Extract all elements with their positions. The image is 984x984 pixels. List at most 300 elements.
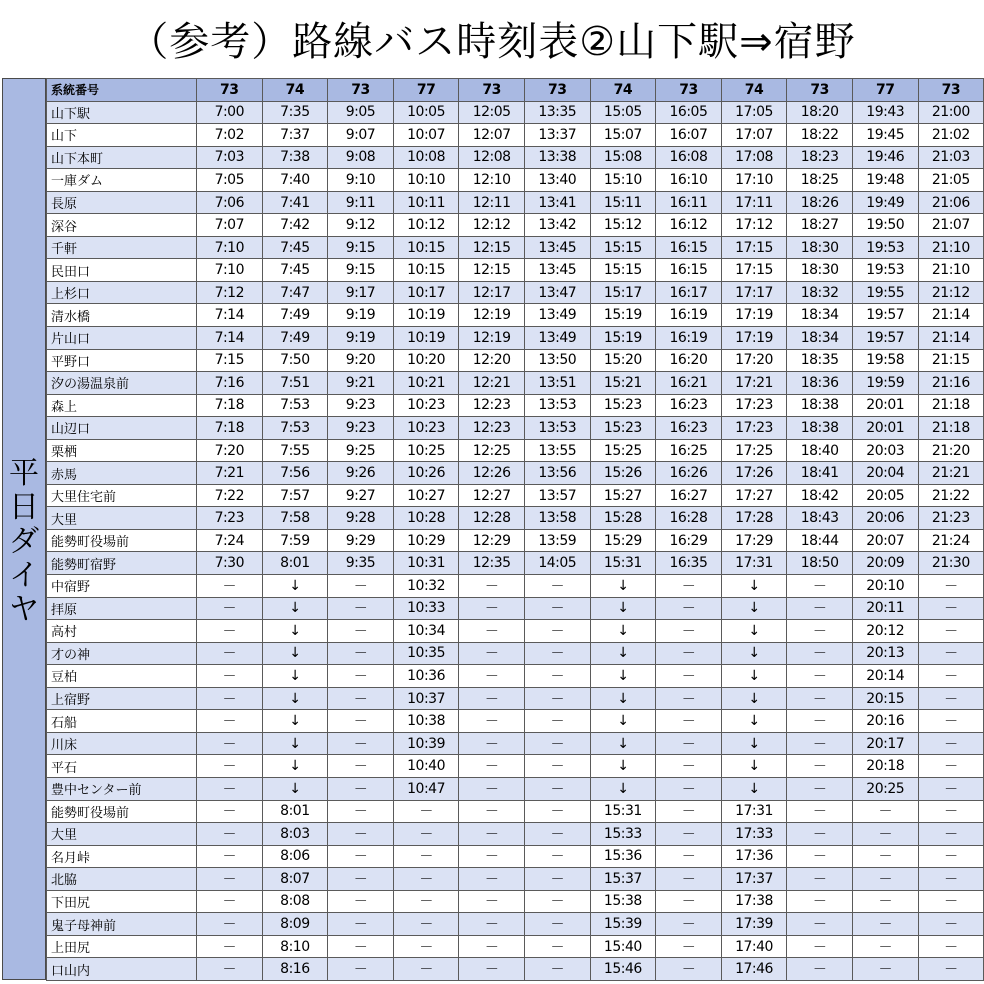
- departure-time: 8:10: [262, 935, 328, 958]
- departure-time: 15:33: [590, 823, 656, 846]
- departure-time: 20:15: [852, 687, 918, 710]
- departure-time: －: [524, 800, 590, 823]
- departure-time: 9:08: [328, 146, 394, 169]
- departure-time: 7:21: [197, 462, 263, 485]
- stop-name: 森上: [47, 394, 197, 417]
- departure-time: －: [656, 732, 722, 755]
- departure-time: －: [393, 935, 459, 958]
- departure-time: 13:41: [524, 191, 590, 214]
- departure-time: 10:19: [393, 327, 459, 350]
- departure-time: －: [787, 823, 853, 846]
- departure-time: 12:26: [459, 462, 525, 485]
- departure-time: －: [328, 823, 394, 846]
- departure-time: 16:27: [656, 484, 722, 507]
- stop-name: 拝原: [47, 597, 197, 620]
- departure-time: －: [918, 913, 984, 936]
- timetable-row: [47, 191, 984, 214]
- departure-time: 10:33: [393, 597, 459, 620]
- departure-time: －: [852, 913, 918, 936]
- departure-time: －: [459, 665, 525, 688]
- departure-time: 20:17: [852, 732, 918, 755]
- departure-time: 16:17: [656, 281, 722, 304]
- timetable: [46, 78, 984, 981]
- departure-time: 15:38: [590, 890, 656, 913]
- departure-time: －: [524, 823, 590, 846]
- departure-time: 12:21: [459, 372, 525, 395]
- departure-time: 18:34: [787, 327, 853, 350]
- departure-time: 17:10: [721, 169, 787, 192]
- departure-time: 21:06: [918, 191, 984, 214]
- departure-time: －: [393, 800, 459, 823]
- route-number: 73: [787, 79, 853, 102]
- stop-name: 鬼子母神前: [47, 913, 197, 936]
- departure-time: －: [197, 800, 263, 823]
- departure-time: 13:49: [524, 304, 590, 327]
- departure-time: ↓: [721, 665, 787, 688]
- departure-time: ↓: [262, 665, 328, 688]
- route-number: 73: [524, 79, 590, 102]
- timetable-row: [47, 552, 984, 575]
- departure-time: －: [197, 777, 263, 800]
- departure-time: －: [524, 732, 590, 755]
- departure-time: 15:26: [590, 462, 656, 485]
- departure-time: －: [393, 913, 459, 936]
- departure-time: 9:15: [328, 236, 394, 259]
- departure-time: 12:15: [459, 259, 525, 282]
- departure-time: 7:10: [197, 259, 263, 282]
- departure-time: －: [918, 845, 984, 868]
- departure-time: －: [656, 710, 722, 733]
- departure-time: 13:59: [524, 529, 590, 552]
- departure-time: 10:34: [393, 620, 459, 643]
- departure-time: 9:11: [328, 191, 394, 214]
- departure-time: 10:08: [393, 146, 459, 169]
- departure-time: －: [328, 755, 394, 778]
- departure-time: －: [328, 642, 394, 665]
- departure-time: 10:19: [393, 304, 459, 327]
- departure-time: 15:40: [590, 935, 656, 958]
- timetable-row: [47, 304, 984, 327]
- departure-time: 16:15: [656, 259, 722, 282]
- departure-time: 7:59: [262, 529, 328, 552]
- departure-time: －: [328, 665, 394, 688]
- stop-name: 民田口: [47, 259, 197, 282]
- departure-time: 17:39: [721, 913, 787, 936]
- departure-time: 13:45: [524, 259, 590, 282]
- departure-time: 21:20: [918, 439, 984, 462]
- departure-time: 12:23: [459, 394, 525, 417]
- departure-time: 7:49: [262, 327, 328, 350]
- departure-time: 21:10: [918, 259, 984, 282]
- departure-time: 17:38: [721, 890, 787, 913]
- departure-time: －: [459, 823, 525, 846]
- route-number: 73: [459, 79, 525, 102]
- departure-time: 18:38: [787, 394, 853, 417]
- departure-time: 12:23: [459, 417, 525, 440]
- departure-time: ↓: [590, 732, 656, 755]
- departure-time: 15:28: [590, 507, 656, 530]
- departure-time: 10:40: [393, 755, 459, 778]
- departure-time: 8:16: [262, 958, 328, 981]
- departure-time: 18:42: [787, 484, 853, 507]
- timetable-row: [47, 575, 984, 598]
- departure-time: 20:09: [852, 552, 918, 575]
- stop-name: 川床: [47, 732, 197, 755]
- departure-time: －: [656, 800, 722, 823]
- departure-time: －: [656, 665, 722, 688]
- departure-time: 12:05: [459, 101, 525, 124]
- departure-time: 16:20: [656, 349, 722, 372]
- stop-name: 大里住宅前: [47, 484, 197, 507]
- stop-name: 能勢町役場前: [47, 529, 197, 552]
- departure-time: ↓: [590, 710, 656, 733]
- departure-time: 17:37: [721, 868, 787, 891]
- departure-time: 7:30: [197, 552, 263, 575]
- departure-time: 9:28: [328, 507, 394, 530]
- departure-time: 9:05: [328, 101, 394, 124]
- departure-time: 18:32: [787, 281, 853, 304]
- departure-time: －: [918, 575, 984, 598]
- departure-time: ↓: [721, 642, 787, 665]
- departure-time: 10:05: [393, 101, 459, 124]
- departure-time: －: [918, 665, 984, 688]
- departure-time: 17:12: [721, 214, 787, 237]
- departure-time: 20:11: [852, 597, 918, 620]
- departure-time: －: [852, 890, 918, 913]
- departure-time: 17:19: [721, 304, 787, 327]
- departure-time: －: [524, 890, 590, 913]
- timetable-row: [47, 665, 984, 688]
- departure-time: 10:23: [393, 394, 459, 417]
- timetable-row: [47, 620, 984, 643]
- stop-name: 一庫ダム: [47, 169, 197, 192]
- departure-time: 13:40: [524, 169, 590, 192]
- departure-time: ↓: [721, 620, 787, 643]
- departure-time: －: [656, 755, 722, 778]
- departure-time: 21:07: [918, 214, 984, 237]
- departure-time: －: [524, 665, 590, 688]
- stop-name: 高村: [47, 620, 197, 643]
- departure-time: －: [787, 732, 853, 755]
- timetable-row: [47, 890, 984, 913]
- departure-time: －: [524, 913, 590, 936]
- departure-time: 8:01: [262, 552, 328, 575]
- departure-time: 20:03: [852, 439, 918, 462]
- departure-time: －: [328, 935, 394, 958]
- departure-time: 10:29: [393, 529, 459, 552]
- timetable-row: [47, 800, 984, 823]
- stop-name: 上宿野: [47, 687, 197, 710]
- departure-time: 12:10: [459, 169, 525, 192]
- departure-time: 15:19: [590, 304, 656, 327]
- departure-time: 9:23: [328, 417, 394, 440]
- departure-time: －: [524, 958, 590, 981]
- departure-time: 18:34: [787, 304, 853, 327]
- departure-time: －: [524, 935, 590, 958]
- departure-time: 10:15: [393, 259, 459, 282]
- departure-time: 13:42: [524, 214, 590, 237]
- departure-time: 20:13: [852, 642, 918, 665]
- stop-name: 能勢町宿野: [47, 552, 197, 575]
- departure-time: 10:10: [393, 169, 459, 192]
- weekday-schedule-label: [2, 78, 46, 980]
- departure-time: 7:03: [197, 146, 263, 169]
- departure-time: 12:19: [459, 327, 525, 350]
- departure-time: ↓: [262, 710, 328, 733]
- departure-time: －: [459, 575, 525, 598]
- departure-time: 12:25: [459, 439, 525, 462]
- departure-time: 16:19: [656, 304, 722, 327]
- departure-time: －: [852, 958, 918, 981]
- departure-time: －: [656, 642, 722, 665]
- departure-time: ↓: [262, 755, 328, 778]
- stop-name: 片山口: [47, 327, 197, 350]
- departure-time: ↓: [590, 687, 656, 710]
- weekday-schedule-text: 平 日 ダ イ ヤ: [9, 456, 39, 627]
- departure-time: ↓: [590, 597, 656, 620]
- stop-name: 中宿野: [47, 575, 197, 598]
- departure-time: －: [787, 597, 853, 620]
- departure-time: 18:36: [787, 372, 853, 395]
- timetable-row: [47, 868, 984, 891]
- departure-time: －: [918, 710, 984, 733]
- route-number: 73: [918, 79, 984, 102]
- page-title: （参考）路線バス時刻表②山下駅⇒宿野: [128, 19, 856, 65]
- departure-time: －: [656, 823, 722, 846]
- departure-time: 7:24: [197, 529, 263, 552]
- stop-name: 石船: [47, 710, 197, 733]
- departure-time: 21:18: [918, 417, 984, 440]
- departure-time: 16:19: [656, 327, 722, 350]
- route-number: 77: [393, 79, 459, 102]
- departure-time: －: [524, 777, 590, 800]
- departure-time: －: [197, 845, 263, 868]
- departure-time: 7:16: [197, 372, 263, 395]
- departure-time: 13:50: [524, 349, 590, 372]
- departure-time: －: [197, 597, 263, 620]
- stop-name: 清水橋: [47, 304, 197, 327]
- departure-time: －: [328, 913, 394, 936]
- timetable-row: [47, 259, 984, 282]
- departure-time: 10:47: [393, 777, 459, 800]
- departure-time: 13:56: [524, 462, 590, 485]
- departure-time: 15:08: [590, 146, 656, 169]
- departure-time: －: [524, 642, 590, 665]
- departure-time: －: [656, 958, 722, 981]
- departure-time: 17:33: [721, 823, 787, 846]
- departure-time: 7:45: [262, 236, 328, 259]
- departure-time: 10:11: [393, 191, 459, 214]
- timetable-row: [47, 958, 984, 981]
- departure-time: －: [918, 755, 984, 778]
- stop-name: 下田尻: [47, 890, 197, 913]
- departure-time: －: [328, 845, 394, 868]
- departure-time: 17:19: [721, 327, 787, 350]
- departure-time: 7:35: [262, 101, 328, 124]
- departure-time: －: [197, 620, 263, 643]
- departure-time: －: [459, 845, 525, 868]
- departure-time: 7:14: [197, 327, 263, 350]
- departure-time: 20:04: [852, 462, 918, 485]
- departure-time: 15:23: [590, 394, 656, 417]
- departure-time: 9:27: [328, 484, 394, 507]
- departure-time: 13:53: [524, 417, 590, 440]
- departure-time: 17:29: [721, 529, 787, 552]
- departure-time: 10:35: [393, 642, 459, 665]
- departure-time: 21:22: [918, 484, 984, 507]
- departure-time: －: [852, 845, 918, 868]
- departure-time: －: [524, 868, 590, 891]
- departure-time: 17:25: [721, 439, 787, 462]
- departure-time: －: [197, 642, 263, 665]
- departure-time: 15:07: [590, 124, 656, 147]
- departure-time: 9:21: [328, 372, 394, 395]
- departure-time: －: [393, 868, 459, 891]
- departure-time: －: [787, 935, 853, 958]
- timetable-row: [47, 687, 984, 710]
- departure-time: －: [328, 620, 394, 643]
- departure-time: 8:09: [262, 913, 328, 936]
- departure-time: 13:47: [524, 281, 590, 304]
- departure-time: 7:58: [262, 507, 328, 530]
- departure-time: －: [459, 642, 525, 665]
- departure-time: －: [918, 620, 984, 643]
- timetable-row: [47, 529, 984, 552]
- departure-time: 7:42: [262, 214, 328, 237]
- stop-name: 長原: [47, 191, 197, 214]
- departure-time: 10:32: [393, 575, 459, 598]
- departure-time: 15:11: [590, 191, 656, 214]
- departure-time: ↓: [262, 597, 328, 620]
- departure-time: ↓: [721, 597, 787, 620]
- departure-time: －: [656, 620, 722, 643]
- departure-time: 21:03: [918, 146, 984, 169]
- departure-time: －: [852, 935, 918, 958]
- departure-time: 15:10: [590, 169, 656, 192]
- departure-time: －: [787, 800, 853, 823]
- stop-name: 能勢町役場前: [47, 800, 197, 823]
- departure-time: 18:27: [787, 214, 853, 237]
- departure-time: 7:23: [197, 507, 263, 530]
- timetable-row: [47, 214, 984, 237]
- stop-name: 才の神: [47, 642, 197, 665]
- departure-time: 18:20: [787, 101, 853, 124]
- departure-time: 9:15: [328, 259, 394, 282]
- departure-time: －: [787, 777, 853, 800]
- departure-time: 13:45: [524, 236, 590, 259]
- departure-time: －: [197, 755, 263, 778]
- departure-time: 8:07: [262, 868, 328, 891]
- departure-time: －: [197, 958, 263, 981]
- departure-time: 12:11: [459, 191, 525, 214]
- departure-time: 13:37: [524, 124, 590, 147]
- departure-time: －: [197, 913, 263, 936]
- departure-time: 16:08: [656, 146, 722, 169]
- departure-time: 16:25: [656, 439, 722, 462]
- departure-time: ↓: [721, 732, 787, 755]
- departure-time: 10:36: [393, 665, 459, 688]
- departure-time: 17:27: [721, 484, 787, 507]
- departure-time: 19:53: [852, 236, 918, 259]
- timetable-row: [47, 439, 984, 462]
- departure-time: 7:18: [197, 394, 263, 417]
- departure-time: 9:17: [328, 281, 394, 304]
- departure-time: －: [918, 800, 984, 823]
- timetable-row: [47, 236, 984, 259]
- timetable-row: [47, 823, 984, 846]
- timetable-row: [47, 146, 984, 169]
- departure-time: －: [328, 777, 394, 800]
- departure-time: －: [918, 868, 984, 891]
- departure-time: 12:19: [459, 304, 525, 327]
- departure-time: －: [918, 890, 984, 913]
- departure-time: 18:26: [787, 191, 853, 214]
- departure-time: 19:55: [852, 281, 918, 304]
- departure-time: 17:11: [721, 191, 787, 214]
- departure-time: －: [328, 710, 394, 733]
- departure-time: 17:08: [721, 146, 787, 169]
- departure-time: 13:58: [524, 507, 590, 530]
- departure-time: 19:53: [852, 259, 918, 282]
- departure-time: 10:20: [393, 349, 459, 372]
- departure-time: 13:49: [524, 327, 590, 350]
- stop-name: 豆柏: [47, 665, 197, 688]
- departure-time: 7:51: [262, 372, 328, 395]
- departure-time: －: [852, 800, 918, 823]
- departure-time: 19:57: [852, 304, 918, 327]
- departure-time: 21:15: [918, 349, 984, 372]
- departure-time: 17:26: [721, 462, 787, 485]
- departure-time: －: [197, 935, 263, 958]
- departure-time: －: [459, 777, 525, 800]
- departure-time: 12:27: [459, 484, 525, 507]
- departure-time: 17:15: [721, 259, 787, 282]
- departure-time: －: [328, 732, 394, 755]
- departure-time: －: [459, 710, 525, 733]
- departure-time: －: [787, 913, 853, 936]
- departure-time: 21:05: [918, 169, 984, 192]
- departure-time: 15:21: [590, 372, 656, 395]
- departure-time: 15:15: [590, 259, 656, 282]
- timetable-row: [47, 597, 984, 620]
- departure-time: ↓: [721, 575, 787, 598]
- departure-time: －: [459, 800, 525, 823]
- departure-time: 16:23: [656, 417, 722, 440]
- departure-time: 10:37: [393, 687, 459, 710]
- stop-name: 平野口: [47, 349, 197, 372]
- departure-time: 15:12: [590, 214, 656, 237]
- departure-time: －: [787, 958, 853, 981]
- departure-time: 18:44: [787, 529, 853, 552]
- departure-time: 20:06: [852, 507, 918, 530]
- stop-name: 山下駅: [47, 101, 197, 124]
- departure-time: 17:15: [721, 236, 787, 259]
- departure-time: 9:12: [328, 214, 394, 237]
- departure-time: －: [393, 958, 459, 981]
- departure-time: －: [918, 687, 984, 710]
- departure-time: －: [787, 575, 853, 598]
- departure-time: －: [197, 732, 263, 755]
- departure-time: 8:01: [262, 800, 328, 823]
- stop-name: 赤馬: [47, 462, 197, 485]
- timetable-body: [47, 79, 984, 981]
- departure-time: 9:25: [328, 439, 394, 462]
- departure-time: 7:22: [197, 484, 263, 507]
- departure-time: －: [918, 597, 984, 620]
- departure-time: －: [787, 755, 853, 778]
- departure-time: ↓: [590, 665, 656, 688]
- departure-time: 13:35: [524, 101, 590, 124]
